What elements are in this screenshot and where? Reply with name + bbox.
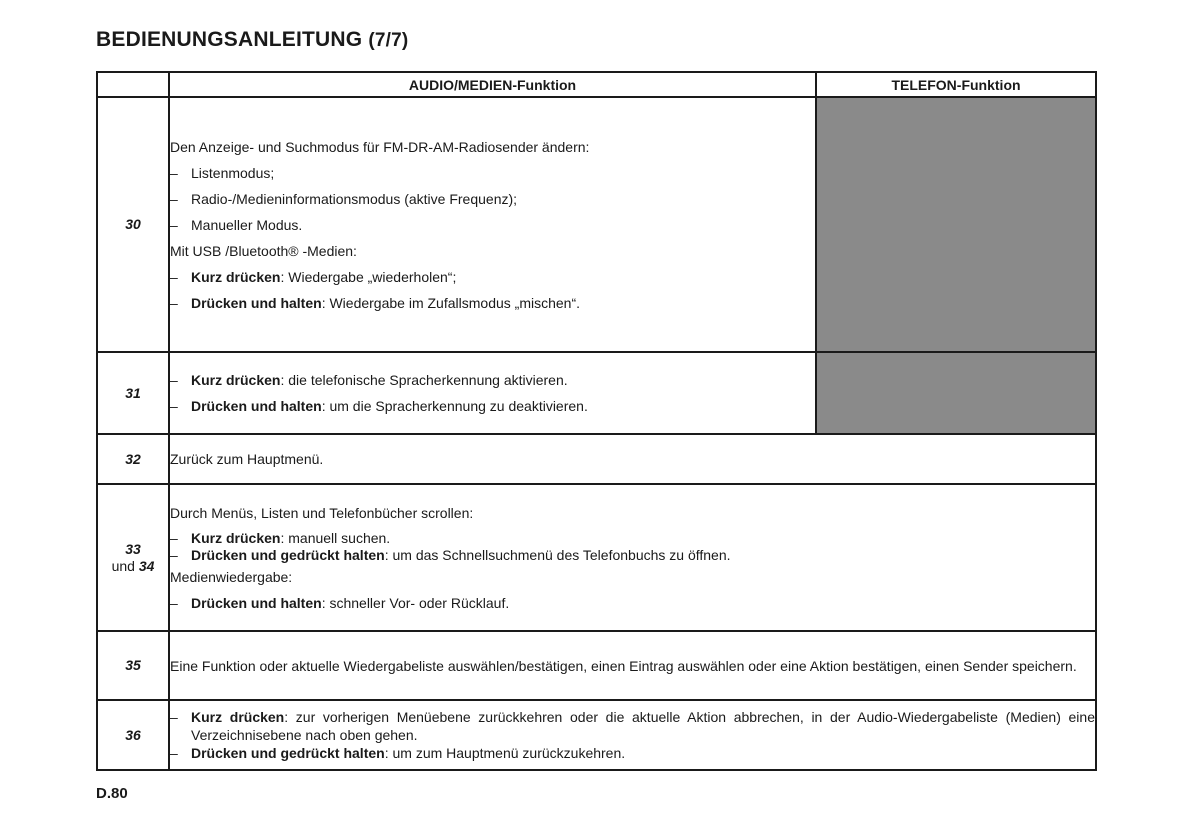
row-30-audio-cell [169,97,816,352]
table-row-33-34 [97,484,1096,631]
list-item: – Drücken und halten: Wiedergabe im Zufallsmodus „mischen“. [170,294,580,311]
row-35-cell [169,631,1096,700]
row-33-34-cell [169,484,1096,631]
page-title-text: BEDIENUNGSANLEITUNG [96,28,363,51]
row-number-31: 31 [97,352,169,434]
header-number [97,72,169,97]
list-item: – Listenmodus; [170,164,275,181]
table-row-36 [97,700,1096,770]
row-number-36: 36 [97,700,169,770]
row-30-telephone-cell [816,97,1096,352]
controls-table [96,71,1097,771]
list-item: – Kurz drücken: die telefonische Spracherkennung aktivieren. [170,372,568,388]
list-item: – Drücken und gedrückt halten: um zum Hauptmenü zurückzukehren. [170,745,626,761]
list-item: – Kurz drücken: zur vorherigen Menüebene zurückkehren oder die aktuelle Aktion abbrechen, in der Audio-Wiedergabeliste (Medien) eine Verzeichnisebene nach oben gehen. [170,709,1095,743]
list-item: – Drücken und halten: um die Spracherkennung zu deaktivieren. [170,398,588,414]
row-31-audio-cell [169,352,816,434]
list-item: – Kurz drücken: manuell suchen. [170,529,391,546]
row-number-34: 34 [138,557,155,574]
page-number: D.80 [96,785,128,802]
table-row-35 [97,631,1096,700]
row-33-intro: Durch Menüs, Listen und Telefonbücher scrollen: [170,504,474,521]
row-number-30: 30 [97,97,169,352]
row-number-35: 35 [97,631,169,700]
row-number-33: 33 [125,540,141,557]
header-telephone: TELEFON-Funktion [816,72,1096,97]
row-33-sub-intro: Medienwiedergabe: [170,568,293,585]
list-item: – Radio-/Medieninformationsmodus (aktive Frequenz); [170,190,518,207]
row-32-cell [169,434,1096,484]
table-header-row [97,72,1096,97]
header-audio-media: AUDIO/MEDIEN-Funktion [169,72,816,97]
table-row-32 [97,434,1096,484]
page-title [96,28,408,52]
row-30-intro: Den Anzeige- und Suchmodus für FM-DR-AM-Radiosender ändern: [170,138,590,155]
table-row-31 [97,352,1096,434]
table-row-30 [97,97,1096,352]
row-36-cell [169,700,1096,770]
row-31-telephone-cell [816,352,1096,434]
list-item: – Drücken und halten: schneller Vor- oder Rücklauf. [170,594,510,611]
list-item: – Kurz drücken: Wiedergabe „wiederholen“; [170,268,457,285]
row-30-sub-intro: Mit USB /Bluetooth® -Medien: [170,242,357,259]
list-item: – Manueller Modus. [170,216,303,233]
row-number-und: und [111,557,135,574]
row-32-text: Zurück zum Hauptmenü. [170,451,324,467]
list-item: – Drücken und gedrückt halten: um das Schnellsuchmenü des Telefonbuchs zu öffnen. [170,546,731,563]
row-35-text: Eine Funktion oder aktuelle Wiedergabeliste auswählen/bestätigen, einen Eintrag auswählen oder eine Aktion bestätigen, einen Sender speichern. [170,657,1077,674]
row-number-32: 32 [97,434,169,484]
page-title-suffix: (7/7) [368,30,409,51]
row-number-33-34 [97,484,169,631]
